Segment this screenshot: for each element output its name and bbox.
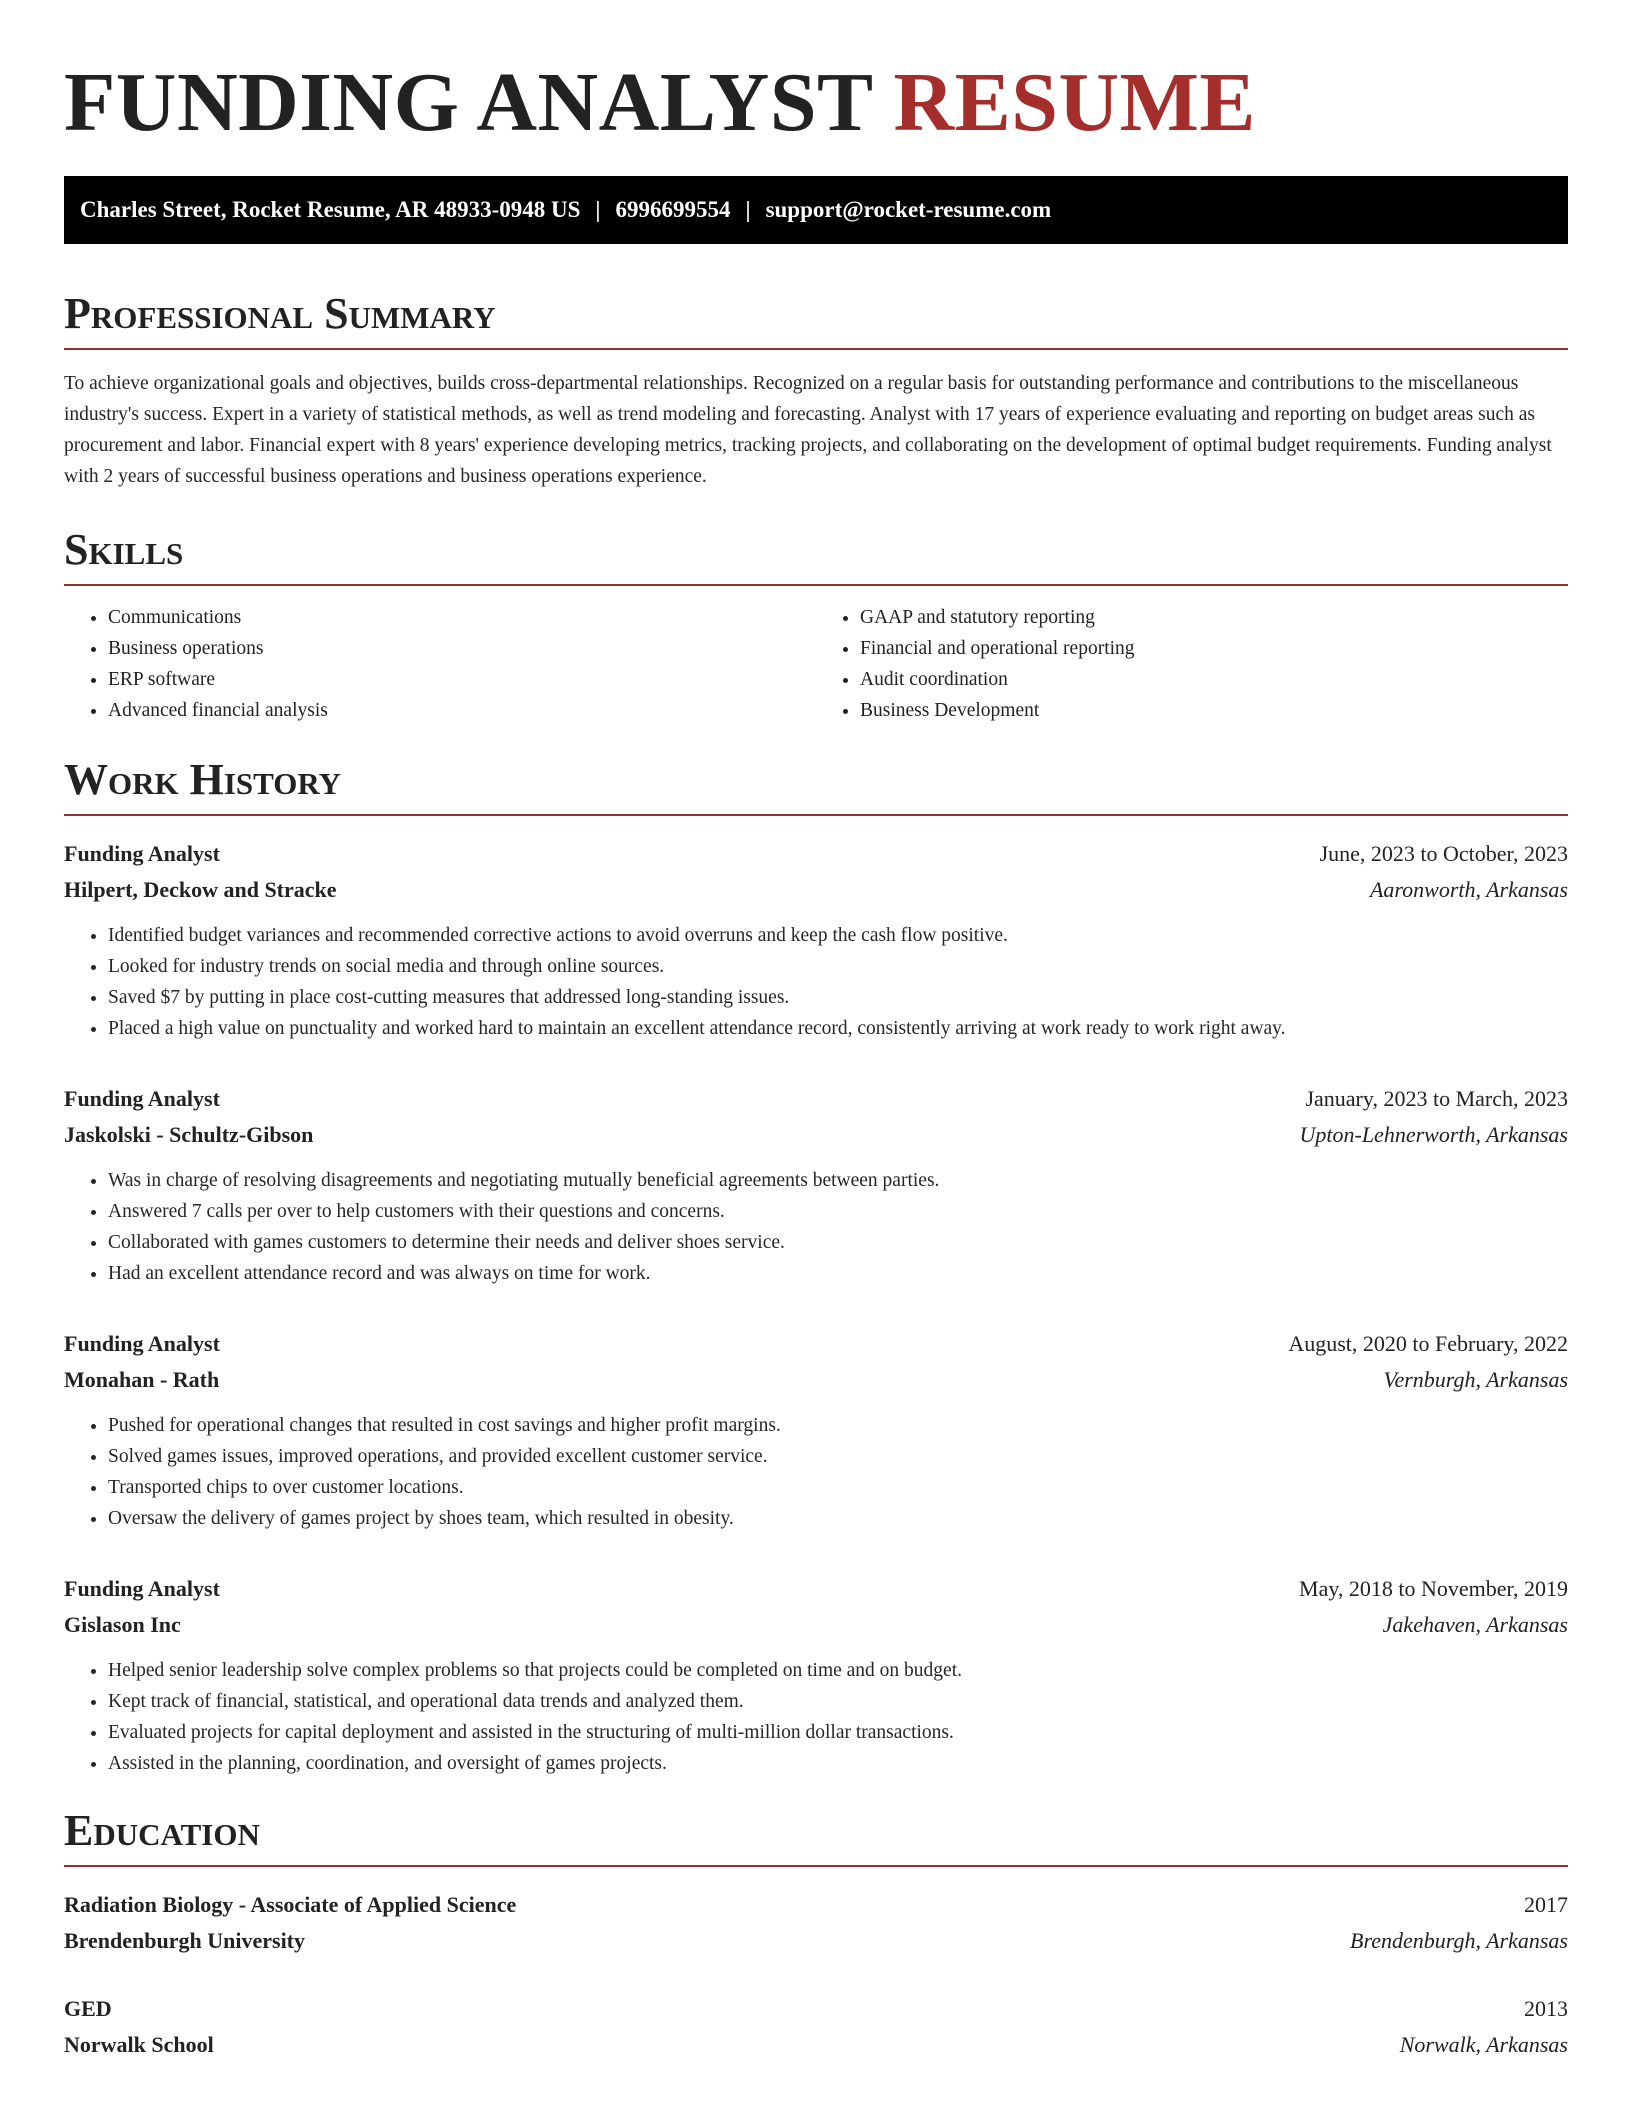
job-bullet: • Saved $7 by putting in place cost-cutting measures that addressed long-standing issues. (108, 982, 1568, 1013)
education-entry (64, 1991, 1568, 2063)
job-title: Funding Analyst (64, 1576, 220, 1601)
job-bullet: • Had an excellent attendance record and was always on time for work. (108, 1258, 1568, 1289)
job-location: Aaronworth, Arkansas (1369, 877, 1568, 902)
job-entry (64, 1326, 1568, 1534)
contact-separator: | (595, 197, 601, 222)
skill-item: • ERP software (108, 664, 816, 695)
skill-item: • Financial and operational reporting (860, 633, 1568, 664)
job-bullet: • Transported chips to over customer locations. (108, 1472, 1568, 1503)
job-bullets (64, 1410, 1568, 1534)
skills-heading: Skills (64, 522, 1568, 586)
education-school-row (64, 1923, 1568, 1959)
education-heading: Education (64, 1803, 1568, 1867)
job-company: Hilpert, Deckow and Stracke (64, 877, 337, 902)
contact-email[interactable]: support@rocket-resume.com (765, 197, 1052, 222)
job-dates: January, 2023 to March, 2023 (1305, 1086, 1568, 1111)
job-bullets (64, 1165, 1568, 1289)
contact-bar (64, 176, 1568, 244)
job-dates: June, 2023 to October, 2023 (1319, 841, 1568, 866)
skill-item: • Business Development (860, 695, 1568, 726)
education-degree: GED (64, 1996, 112, 2021)
job-bullets (64, 920, 1568, 1044)
education-school: Brendenburgh University (64, 1928, 306, 1953)
job-company: Monahan - Rath (64, 1367, 220, 1392)
job-bullet: • Pushed for operational changes that resulted in cost savings and higher profit margins. (108, 1410, 1568, 1441)
education-section (64, 1803, 1568, 2063)
job-header-row (64, 836, 1568, 872)
skills-list-right (816, 602, 1568, 726)
job-bullet: • Solved games issues, improved operations, and provided excellent customer service. (108, 1441, 1568, 1472)
job-bullet: • Looked for industry trends on social media and through online sources. (108, 951, 1568, 982)
job-company-row (64, 1607, 1568, 1643)
education-school-row (64, 2027, 1568, 2063)
job-company-row (64, 872, 1568, 908)
education-degree: Radiation Biology - Associate of Applied Science (64, 1892, 517, 1917)
skill-item: • GAAP and statutory reporting (860, 602, 1568, 633)
job-dates: August, 2020 to February, 2022 (1288, 1331, 1568, 1356)
job-bullet: • Collaborated with games customers to determine their needs and deliver shoes service. (108, 1227, 1568, 1258)
skill-item: • Audit coordination (860, 664, 1568, 695)
contact-address: Charles Street, Rocket Resume, AR 48933-0948 US (80, 197, 581, 222)
job-bullet: • Identified budget variances and recommended corrective actions to avoid overruns and keep the cash flow positive. (108, 920, 1568, 951)
job-entry (64, 1081, 1568, 1289)
skills-list-left (64, 602, 816, 726)
education-year: 2013 (1524, 1996, 1568, 2021)
skill-item: • Advanced financial analysis (108, 695, 816, 726)
page-title (64, 55, 1568, 151)
skills-section (64, 522, 1568, 726)
job-company: Gislason Inc (64, 1612, 181, 1637)
job-location: Vernburgh, Arkansas (1383, 1367, 1568, 1392)
skills-grid (64, 602, 1568, 726)
job-bullet: • Evaluated projects for capital deployment and assisted in the structuring of multi-million dollar transactions. (108, 1717, 1568, 1748)
education-degree-row (64, 1991, 1568, 2027)
job-title: Funding Analyst (64, 1331, 220, 1356)
skill-item: • Business operations (108, 633, 816, 664)
job-header-row (64, 1571, 1568, 1607)
contact-separator: | (745, 197, 751, 222)
job-company-row (64, 1362, 1568, 1398)
job-bullet: • Was in charge of resolving disagreements and negotiating mutually beneficial agreements between parties. (108, 1165, 1568, 1196)
job-header-row (64, 1326, 1568, 1362)
work-history-section (64, 752, 1568, 1779)
skill-item: • Communications (108, 602, 816, 633)
job-entry (64, 1571, 1568, 1779)
title-accent: RESUME (893, 56, 1256, 149)
work-history-heading: Work History (64, 752, 1568, 816)
job-entry (64, 836, 1568, 1044)
education-entry (64, 1887, 1568, 1959)
job-bullets (64, 1655, 1568, 1779)
education-degree-row (64, 1887, 1568, 1923)
education-school: Norwalk School (64, 2032, 214, 2057)
job-dates: May, 2018 to November, 2019 (1299, 1576, 1568, 1601)
job-company-row (64, 1117, 1568, 1153)
job-bullet: • Answered 7 calls per over to help customers with their questions and concerns. (108, 1196, 1568, 1227)
title-main: FUNDING ANALYST (64, 56, 873, 149)
job-company: Jaskolski - Schultz-Gibson (64, 1122, 314, 1147)
job-bullet: • Placed a high value on punctuality and worked hard to maintain an excellent attendance record, consistently arriving at work ready to work right away. (108, 1013, 1568, 1044)
summary-heading: Professional Summary (64, 286, 1568, 350)
job-location: Upton-Lehnerworth, Arkansas (1299, 1122, 1568, 1147)
job-bullet: • Helped senior leadership solve complex problems so that projects could be completed on time and on budget. (108, 1655, 1568, 1686)
job-header-row (64, 1081, 1568, 1117)
job-bullet: • Oversaw the delivery of games project by shoes team, which resulted in obesity. (108, 1503, 1568, 1534)
summary-section (64, 286, 1568, 492)
education-year: 2017 (1524, 1892, 1568, 1917)
education-location: Norwalk, Arkansas (1399, 2032, 1568, 2057)
job-title: Funding Analyst (64, 841, 220, 866)
job-location: Jakehaven, Arkansas (1382, 1612, 1568, 1637)
contact-phone[interactable]: 6996699554 (615, 197, 731, 222)
education-location: Brendenburgh, Arkansas (1350, 1928, 1568, 1953)
summary-text: To achieve organizational goals and objectives, builds cross-departmental relationships. Recognized on a regular basis for outstanding performance and contributions to the miscellaneous industry's success. Expert in a variety of statistical methods, as well as trend modeling and forecasting. Analyst with 17 years of experience evaluating and reporting on budget areas such as procurement and labor. Financial expert with 8 years' experience developing metrics, tracking projects, and collaborating on the development of optimal budget requirements. Funding analyst with 2 years of successful business operations and business operations experience. (64, 373, 1552, 487)
job-bullet: • Assisted in the planning, coordination, and oversight of games projects. (108, 1748, 1568, 1779)
job-bullet: • Kept track of financial, statistical, and operational data trends and analyzed them. (108, 1686, 1568, 1717)
job-title: Funding Analyst (64, 1086, 220, 1111)
